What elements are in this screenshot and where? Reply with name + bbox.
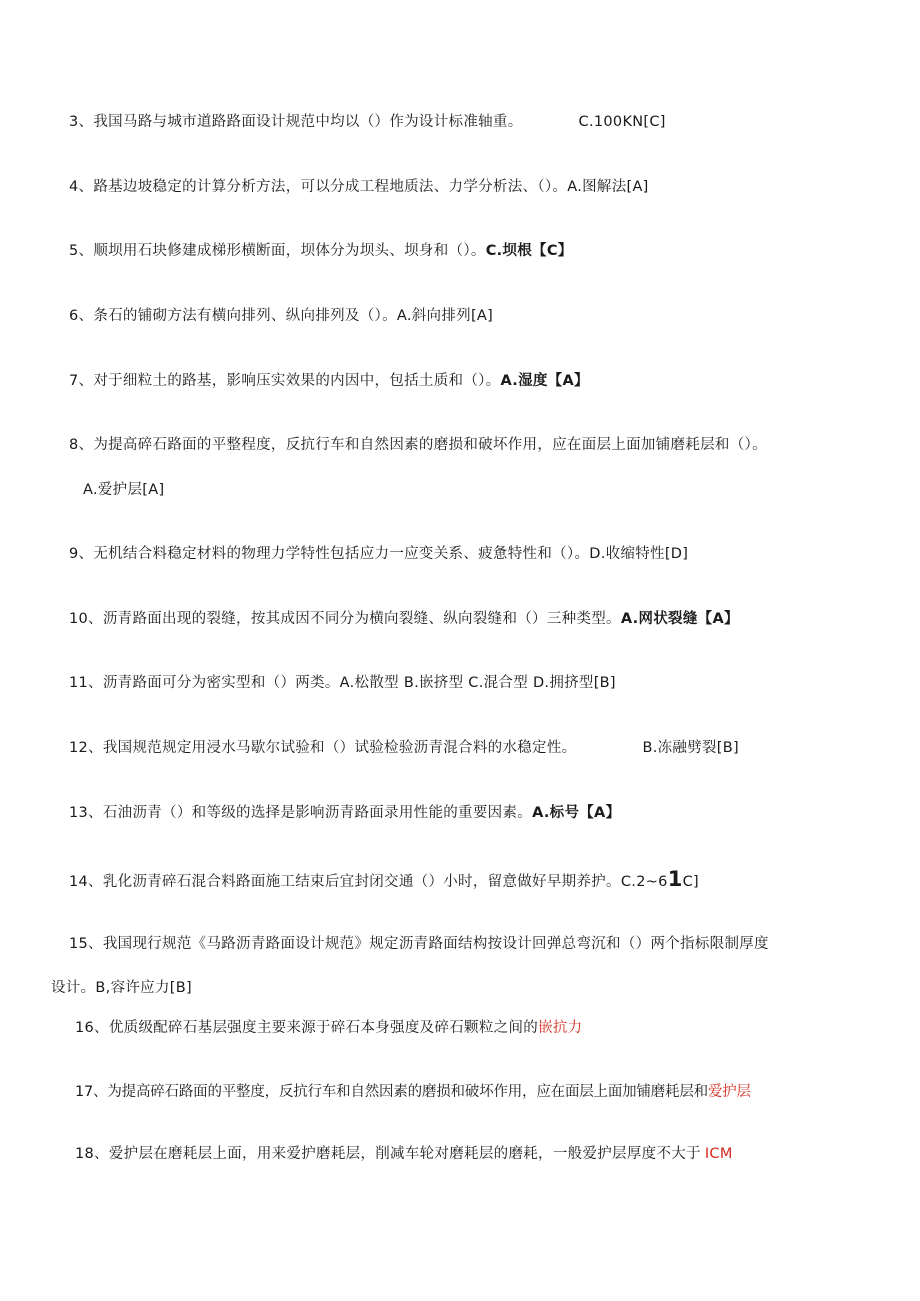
question-text: 6、条石的铺砌方法有横向排列、纵向排列及（）。 [69,308,397,324]
answer-text: A.湿度【A】 [500,373,589,389]
answer-text: D.收缩特性[D] [589,546,689,562]
answer-text: B,容许应力[B] [95,980,192,996]
question-text: 13、石油沥青（）和等级的选择是影响沥青路面录用性能的重要因素。 [69,805,533,821]
question-16 [75,1018,582,1038]
answer-text: 爱护层 [707,1084,751,1100]
question-text: 10、沥青路面出现的裂缝，按其成因不同分为横向裂缝、纵向裂缝和（）三种类型。 [69,611,621,627]
question-15 [69,934,769,954]
question-text: 12、我国规范规定用浸水马歇尔试验和（）试验检验沥青混合料的水稳定性。 [69,740,577,756]
answer-text: A.图解法[A] [567,179,649,195]
question-15-continued [51,978,192,998]
question-text: 5、顺坝用石块修建成梯形横断面，坝体分为坝头、坝身和（）。 [69,243,486,259]
question-text: 17、为提高碎石路面的平整度，反抗行车和自然因素的磨损和破坏作用，应在面层上面加铺磨耗层和 [75,1084,708,1100]
question-text: 3、我国马路与城市道路路面设计规范中均以（）作为设计标准轴重。 [69,114,523,130]
answer-text: A.松散型 B.嵌挤型 C.混合型 D.拥挤型[B] [339,675,616,691]
answer-text: C.100KN[C] [578,114,666,130]
question-13 [69,803,620,823]
answer-text: C.坝根【C】 [485,243,573,259]
question-text-continued: 设计。 [51,980,96,996]
question-11 [69,673,616,693]
question-7 [69,371,589,391]
question-9 [69,544,688,564]
question-17 [75,1082,751,1102]
answer-text-end: C] [682,874,700,890]
question-5 [69,241,573,261]
question-10 [69,609,739,629]
question-text: 9、无机结合料稳定材料的物理力学特性包括应力一应变关系、疲惫特性和（）。 [69,546,590,562]
question-text: 14、乳化沥青碎石混合料路面施工结束后宜封闭交通（）小时，留意做好早期养护。 [69,874,621,890]
answer-large-glyph: 1 [667,867,683,891]
question-text: 11、沥青路面可分为密实型和（）两类。 [69,675,340,691]
question-3 [69,112,666,132]
question-8 [69,435,767,455]
question-4 [69,177,649,197]
question-text: 18、爱护层在磨耗层上面，用来爱护磨耗层，削减车轮对磨耗层的磨耗，一般爱护层厚度不大于 [75,1146,701,1162]
question-text: 8、为提高碎石路面的平整程度，反抗行车和自然因素的磨损和破坏作用，应在面层上面加铺磨耗层和（）。 [69,437,767,453]
question-8-answer [83,480,164,500]
answer-text: ICM [704,1146,733,1162]
question-18 [75,1144,733,1164]
question-14 [69,867,700,892]
question-text: 15、我国现行规范《马路沥青路面设计规范》规定沥青路面结构按设计回弹总弯沉和（）两个指标限制厚度 [69,936,769,952]
question-text: 4、路基边坡稳定的计算分析方法，可以分成工程地质法、力学分析法、（）。 [69,179,568,195]
answer-text: C.2~6 [620,874,668,890]
answer-text: A.网状裂缝【A】 [620,611,739,627]
question-12 [69,738,739,758]
answer-text: A.标号【A】 [532,805,621,821]
question-text: 7、对于细粒土的路基，影响压实效果的内因中，包括土质和（）。 [69,373,501,389]
answer-text: A.斜向排列[A] [396,308,494,324]
question-6 [69,306,493,326]
answer-text: 嵌抗力 [538,1020,583,1036]
question-text: 16、优质级配碎石基层强度主要来源于碎石本身强度及碎石颗粒之间的 [75,1020,539,1036]
answer-text: A.爱护层[A] [83,482,165,498]
answer-text: B.冻融劈裂[B] [642,740,739,756]
